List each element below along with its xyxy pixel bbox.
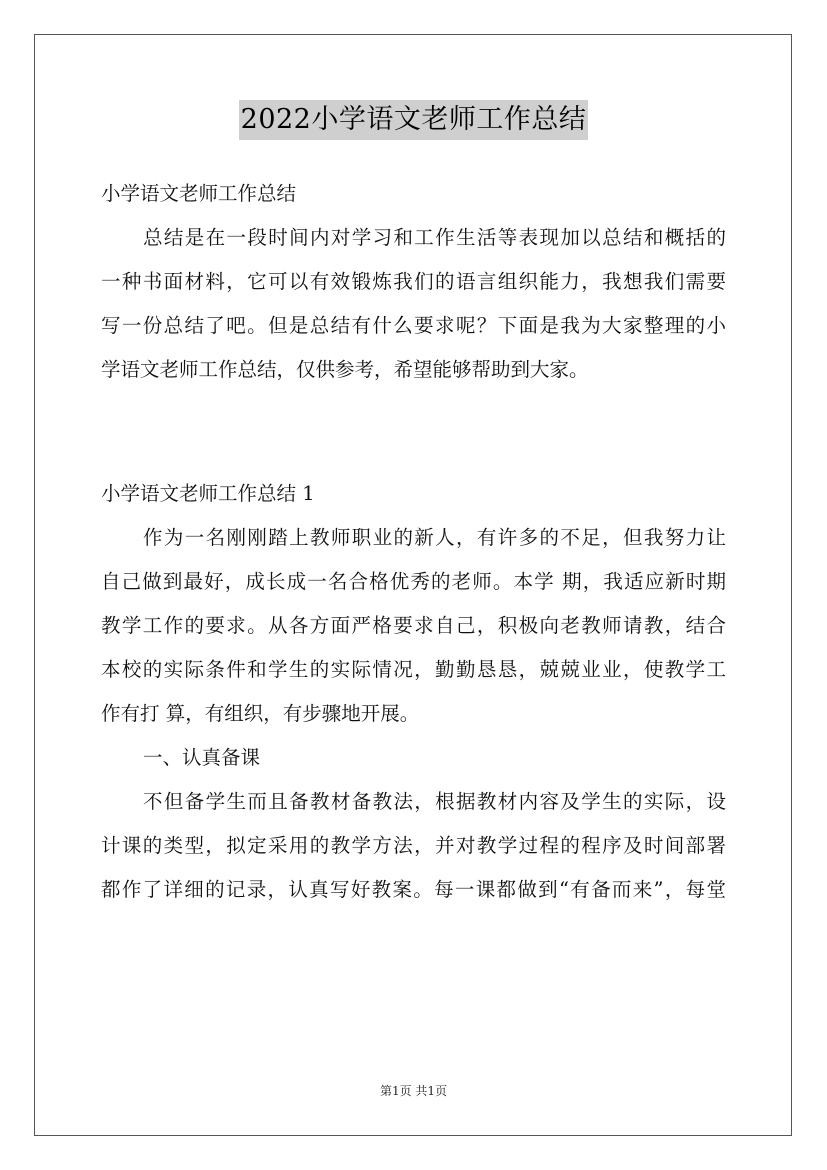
page-number: 第1页 共1页	[379, 1084, 448, 1098]
paragraph-line: 自己做到最好，成长成一名合格优秀的老师。本学 期，我适应新时期	[101, 570, 726, 593]
paragraph-gap	[101, 392, 726, 472]
document-body	[101, 172, 726, 912]
subheading-prepare-lessons: 一、认真备课	[143, 746, 261, 769]
paragraph-line: 计课的类型，拟定采用的教学方法，并对教学过程的程序及时间部署	[101, 834, 726, 857]
paragraph-line: 本校的实际条件和学生的实际情况，勤勤恳恳，兢兢业业，使教学工	[101, 658, 726, 681]
title-wrap	[0, 100, 827, 140]
document-title: 2022小学语文老师工作总结	[239, 100, 589, 140]
paragraph-line: 不但备学生而且备教材备教法，根据教材内容及学生的实际，设	[143, 790, 726, 813]
paragraph-line: 总结是在一段时间内对学习和工作生活等表现加以总结和概括的	[143, 226, 726, 249]
paragraph-line: 写一份总结了吧。但是总结有什么要求呢？下面是我为大家整理的小	[101, 314, 726, 337]
paragraph-line: 教学工作的要求。从各方面严格要求自己，积极向老教师请教，结合	[101, 614, 726, 637]
section-heading-1: 小学语文老师工作总结 1	[101, 482, 315, 505]
paragraph-line: 一种书面材料，它可以有效锻炼我们的语言组织能力，我想我们需要	[101, 270, 726, 293]
paragraph-line: 作为一名刚刚踏上教师职业的新人，有许多的不足，但我努力让	[143, 526, 726, 549]
paragraph-line: 作有打 算，有组织，有步骤地开展。	[101, 702, 420, 725]
paragraph-line: 学语文老师工作总结，仅供参考，希望能够帮助到大家。	[101, 358, 589, 381]
page-footer	[0, 1083, 827, 1099]
paragraph-line: 都作了详细的记录，认真写好教案。每一课都做到“有备而来”，每堂	[101, 878, 726, 901]
intro-heading: 小学语文老师工作总结	[101, 182, 297, 205]
